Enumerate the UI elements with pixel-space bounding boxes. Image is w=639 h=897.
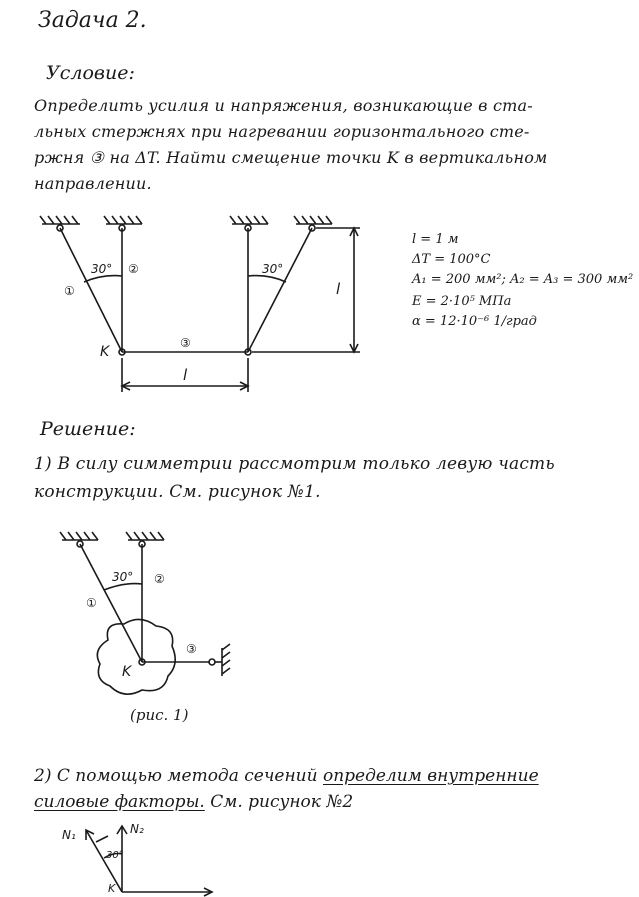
dim-label-horizontal: l <box>183 366 188 384</box>
condition-heading: Условие: <box>46 62 135 84</box>
given-temperature: ΔT = 100°C <box>412 252 491 267</box>
step2-line2-rest: См. рисунок №2 <box>204 792 354 812</box>
condition-line-4: направлении. <box>34 174 152 193</box>
condition-line-1: Определить усилия и напряжения, возникающие в ста- <box>34 96 533 115</box>
step2-prefix: 2) С помощью метода сечений <box>34 766 323 786</box>
rod-3-label: ③ <box>180 336 191 350</box>
point-k-label-force: K <box>108 882 116 895</box>
angle-label-right: 30° <box>262 262 284 276</box>
condition-line-3: ржня ③ на ΔT. Найти смещение точки K в вертикальном <box>34 148 548 167</box>
solution-step1-line2: конструкции. См. рисунок №1. <box>34 482 321 502</box>
point-k-label: K <box>100 344 110 360</box>
rod-1-label: ① <box>64 284 75 298</box>
given-modulus: E = 2·10⁵ МПа <box>412 294 512 309</box>
angle-label-left: 30° <box>91 262 113 276</box>
step2-underlined: определим внутренние <box>322 766 539 786</box>
angle-label-force: 30° <box>106 850 124 861</box>
dim-label-vertical: l <box>336 280 341 298</box>
force-n1-label: N₁ <box>62 828 76 842</box>
rod-2-label-section: ② <box>154 572 165 586</box>
given-length: l = 1 м <box>412 232 459 247</box>
figure-caption: (рис. 1) <box>130 706 189 724</box>
solution-step1-line1: 1) В силу симметрии рассмотрим только левую часть <box>34 454 555 474</box>
rod-1-label-section: ① <box>86 596 97 610</box>
given-areas: A₁ = 200 мм²; A₂ = A₃ = 300 мм² <box>412 272 634 287</box>
force-n1-arrow <box>86 830 122 892</box>
rod-3-label-section: ③ <box>186 642 197 656</box>
given-alpha: α = 12·10⁻⁶ 1/град <box>412 314 537 329</box>
task-title: Задача 2. <box>38 8 147 33</box>
point-k-label-section: K <box>122 664 132 680</box>
step2-line2-underlined: силовые факторы. <box>34 792 205 812</box>
solution-heading: Решение: <box>40 418 136 440</box>
rod-2-label: ② <box>128 262 139 276</box>
condition-line-2: льных стержнях при нагревании горизонтального сте- <box>34 122 530 141</box>
force-n2-label: N₂ <box>130 822 144 836</box>
section-mark <box>96 836 108 842</box>
angle-label-section: 30° <box>112 570 134 584</box>
